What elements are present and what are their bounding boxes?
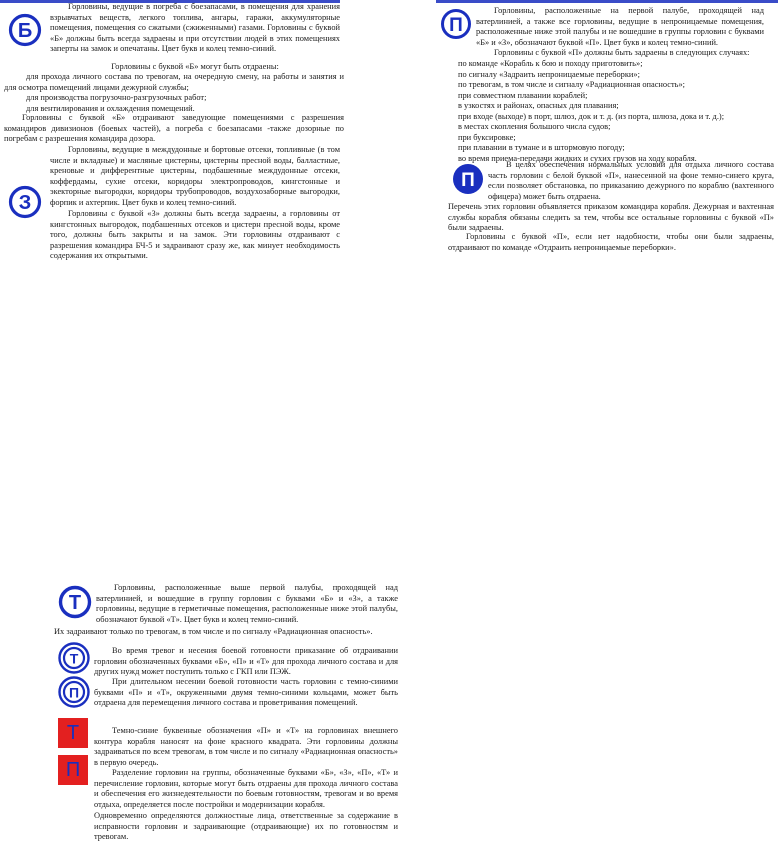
hatch-p-icon (440, 8, 472, 40)
svg-text:П: П (449, 15, 463, 36)
svg-text:З: З (18, 192, 32, 214)
t-alarm-line: Их задраивают только по тревогам, в том числе и по сигналу «Радиационная опасность». (54, 627, 373, 636)
b-command-paragraph: Горловины с буквой «Б» отдраивают заведующие помещениями с разрешения командиров дивизионов (боевых частей), а погреба с боезапасами -также дозорные по погребам с разрешения командира дозора. (4, 113, 344, 143)
responsible-paragraph: Одновременно определяются должностные лица, ответственные за содержание в исправности горловин и задраивающие (отдраивающие) их по готовностям и тревогам. (94, 811, 398, 841)
list-item: по команде «Корабль к бою и походу приготовить»; (458, 59, 643, 68)
list-item: для вентилирования и охлаждения помещений. (26, 103, 195, 113)
svg-text:Б: Б (17, 20, 33, 42)
svg-text:Т: Т (69, 650, 79, 667)
svg-text:П: П (461, 170, 475, 191)
list-item: в узкостях и районах, опасных для плавания; (458, 101, 619, 110)
combat-ready-paragraph: Во время тревог и несения боевой готовности приказание об отдраивании горловин обозначенных буквами «Б», «П» и «Т» для прохода личного состава и для других нужд может поступить только с ГКП или ПЭЖ. (94, 646, 398, 676)
double-ring-paragraph: При длительном несении боевой готовности часть горловин с темно-синими буквами «П» и «Т», окруженными двумя темно-синими кольцами, может быть отдраена для перемещения личного состава и проветривания помещений. (94, 677, 398, 707)
list-item: по тревогам, в том числе и сигналу «Радиационная опасность»; (458, 80, 686, 89)
p-rest-paragraph: В целях обеспечения нормальных условий для отдыха личного состава часть горловин с белой буквой «П», нанесенной на фоне темно-синего круга, если позволяет обстановка, по приказанию дежурного по кораблю (вахтенного офицера) может быть отдраена. (488, 160, 774, 201)
list-item: в местах скопления большого числа судов; (458, 122, 611, 131)
page-top-rule-right (436, 0, 778, 3)
list-item: для прохода личного состава по тревогам, на очередную смену, на работы и занятия и для осмотра помещений лицами дежурной службы; (4, 72, 344, 92)
p-closed-heading: Горловины с буквой «П» должны быть задраены в следующих случаях: (494, 48, 750, 57)
hatch-p-filled-icon (452, 163, 484, 195)
z-rule-paragraph: Горловины с буквой «З» должны быть всегда задраены, а горловины от кингстонных выгородок, подбашенных отсеков и цистерн пресной воды, кроме того, должны быть закрыты и на замок. Эти горловины отдраивают с разрешения командира БЧ-5 и задраивают сразу же, как минует необходимость содержания их открытыми. (50, 209, 340, 260)
list-item: при плавании в тумане и в штормовую погоду; (458, 143, 625, 152)
groups-paragraph: Разделение горловин на группы, обозначенные буквами «Б», «З», «П», «Т» и перечисление горловин, которые могут быть отдраены для прохода личного состава и обеспечения его жизнедеятельности по боевым готовностям, тревогам и во время отдыха, определяется после постройки и модернизации корабля. (94, 768, 398, 809)
list-item: при входе (выходе) в порт, шлюз, док и т. д. (из порта, шлюза, дока и т. д.); (458, 111, 725, 121)
svg-text:Т: Т (68, 592, 82, 614)
red-square-paragraph: Темно-синие буквенные обозначения «П» и «Т» на горловинах внешнего контура корабля наносят на фоне красного квадрата. Эти горловины должны задраиваться по всем тревогам, в том числе и по сигналу «Радиационная опасность» в первую очередь. (94, 726, 398, 767)
z-intro-paragraph: Горловины, ведущие в междудонные и бортовые отсеки, топливные (в том числе и вкладные) и масляные цистерны, цистерны пресной воды, балластные, креновые и дифферентные цистерны, подбашенные междудонные отсеки, коффердамы, сухие отсеки, коридоры электропроводов, кингстонные и экекторные выгородки, коридоры трубопроводов, воздухозаборные выгородки, форпик и ахтерпик. Цвет букв и колец темно-синий. (50, 145, 340, 207)
t-intro-paragraph: Горловины, расположенные выше первой палубы, проходящей над ватерлинией, и вошедшие в группу горловин с буквами «Б» и «З», а также горловины, ведущие в герметичные помещения, расположенные ниже этой палубы, обозначают буквой «Т». Цвет букв и колец темно-синий. (96, 583, 398, 624)
p-command-paragraph: Горловины с буквой «П», если нет надобности, чтобы они были задраены, отдраивают по команде «Отдраить непроницаемые переборки». (448, 232, 774, 252)
hatch-p-double-ring-icon (58, 676, 90, 708)
list-item: во время приема-передачи жидких и сухих грузов на ходу корабля. (458, 153, 697, 163)
list-item: по сигналу «Задраить непроницаемые переборки»; (458, 69, 640, 79)
hatch-t-double-ring-icon (58, 642, 90, 674)
list-item: при совместном плавании кораблей; (458, 90, 588, 100)
b-intro-paragraph (50, 2, 340, 55)
b-open-list (4, 72, 344, 114)
hatch-p-red-square-icon: П (58, 755, 88, 785)
b-intro-text: Горловины, ведущие в погреба с боезапасами, в помещения для хранения взрывчатых веществ, легкого топлива, ангары, гаражи, аккумуляторные помещения, помещения со сжатыми (сжиженными) газами. Горловины с буквой «Б» должны быть всегда задраены и при отсутствии людей в этих помещениях заперты на замок и опечатаны. Цвет букв и колец темно-синий. (50, 2, 340, 53)
list-item: для производства погрузочно-разгрузочных работ; (26, 93, 207, 102)
p-list-paragraph: Перечень этих горловин объявляется приказом командира корабля. Дежурная и вахтенная службы корабля обязаны следить за тем, чтобы все остальные горловины с буквой «П» были задраены. (448, 202, 774, 232)
list-item: при буксировке; (458, 132, 516, 142)
p-closed-list (458, 59, 768, 164)
hatch-t-icon (58, 585, 92, 619)
hatch-t-red-square-icon: Т (58, 718, 88, 748)
b-open-heading: Горловины с буквой «Б» могут быть отдраены: (111, 62, 279, 71)
p-intro-paragraph: Горловины, расположенные на первой палубе, проходящей над ватерлинией, а также все горловины, ведущие в непроницаемые помещения, расположенные ниже этой палубы и не вошедшие в группы горловин с буквами «Б» и «З», обозначают буквой «П». Цвет букв и колец темно-синий. (476, 6, 764, 47)
hatch-z-icon (8, 185, 42, 219)
svg-text:П: П (68, 684, 80, 701)
hatch-b-icon (8, 13, 42, 47)
